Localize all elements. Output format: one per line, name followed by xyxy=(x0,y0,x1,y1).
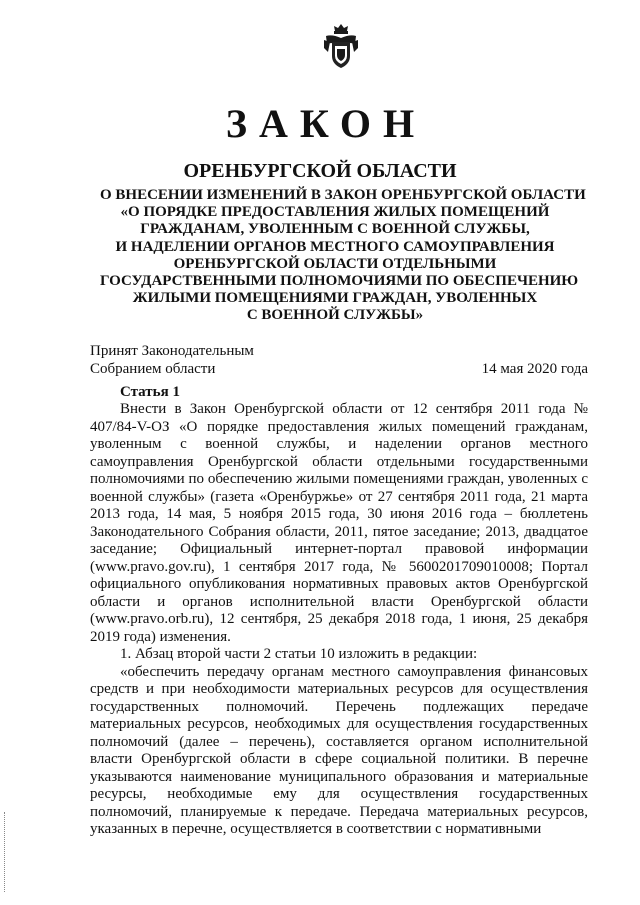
heading-line: О ВНЕСЕНИИ ИЗМЕНЕНИЙ В ЗАКОН ОРЕНБУРГСКОЙ ОБЛАСТИ xyxy=(100,187,586,203)
adopted-line: Принят Законодательным xyxy=(90,343,254,359)
document-title: ЗАКОН xyxy=(225,101,427,146)
adopted-date: 14 мая 2020 года xyxy=(481,361,588,377)
coat-of-arms-emblem xyxy=(322,22,360,70)
paragraph: Внести в Закон Оренбургской области от 12 сентября 2011 года № 407/84-V-ОЗ «О порядке предоставления жилых помещений гражданам, уволенным с военной службы, и наделении органов местного самоуправления Оренбургской области отдельными государственными полномочиями по обеспечению жилыми помещениями граждан, уволенных с военной службы» (газета «Оренбуржье» от 27 сентября 2011 года, 21 марта 2013 года, 14 мая, 5 ноября 2015 года, 30 июня 2016 года – бюллетень Законодательного Собрания области, 2011, пятое заседание; 2013, двадцатое заседание; Официальный интернет-портал правовой информации (www.pravo.gov.ru), 1 сентября 2017 года, № 5600201709010008; Портал официального опубликования нормативных правовых актов Оренбургской области и органов исполнительной власти Оренбургской области (www.pravo.orb.ru), 12 сентября, 25 декабря 2018 года, 1 июня, 25 декабря 2019 года) изменения. xyxy=(90,401,588,645)
document-body xyxy=(90,401,588,839)
heading-line: ОРЕНБУРГСКОЙ ОБЛАСТИ ОТДЕЛЬНЫМИ xyxy=(173,255,497,272)
document-region: ОРЕНБУРГСКОЙ ОБЛАСТИ xyxy=(183,160,457,182)
heading-line: «О ПОРЯДКЕ ПРЕДОСТАВЛЕНИЯ ЖИЛЫХ ПОМЕЩЕНИЙ xyxy=(120,204,550,221)
scan-margin-marks xyxy=(4,812,7,892)
paragraph: 1. Абзац второй части 2 статьи 10 изложить в редакции: xyxy=(120,646,478,662)
heading-line: И НАДЕЛЕНИИ ОРГАНОВ МЕСТНОГО САМОУПРАВЛЕНИЯ xyxy=(115,238,555,255)
article-title: Статья 1 xyxy=(120,384,180,400)
heading-line: ЖИЛЫМИ ПОМЕЩЕНИЯМИ ГРАЖДАН, УВОЛЕННЫХ xyxy=(132,290,538,307)
adopted-line: Собранием области xyxy=(90,361,216,377)
heading-line: С ВОЕННОЙ СЛУЖБЫ» xyxy=(246,307,424,324)
heading-line: ГОСУДАРСТВЕННЫМИ ПОЛНОМОЧИЯМИ ПО ОБЕСПЕЧЕНИЮ xyxy=(100,273,579,290)
heading-line: ГРАЖДАНАМ, УВОЛЕННЫМ С ВОЕННОЙ СЛУЖБЫ, xyxy=(140,221,530,238)
law-heading xyxy=(100,187,586,325)
adopted-by xyxy=(90,342,254,378)
paragraph: «обеспечить передачу органам местного самоуправления финансовых средств и при необходимости материальных ресурсов для осуществления государственных полномочий. Перечень подлежащих передаче материальных ресурсов, необходимых для осуществления государственных полномочий (далее – перечень), составляется органом исполнительной власти Оренбургской области в сфере социальной политики. В перечне указываются наименование муниципального образования и материальные ресурсы, необходимые ему для осуществления государственных полномочий, планируемые к передаче. Передача материальных ресурсов, указанных в перечне, осуществляется в соответствии с нормативными xyxy=(90,663,588,837)
